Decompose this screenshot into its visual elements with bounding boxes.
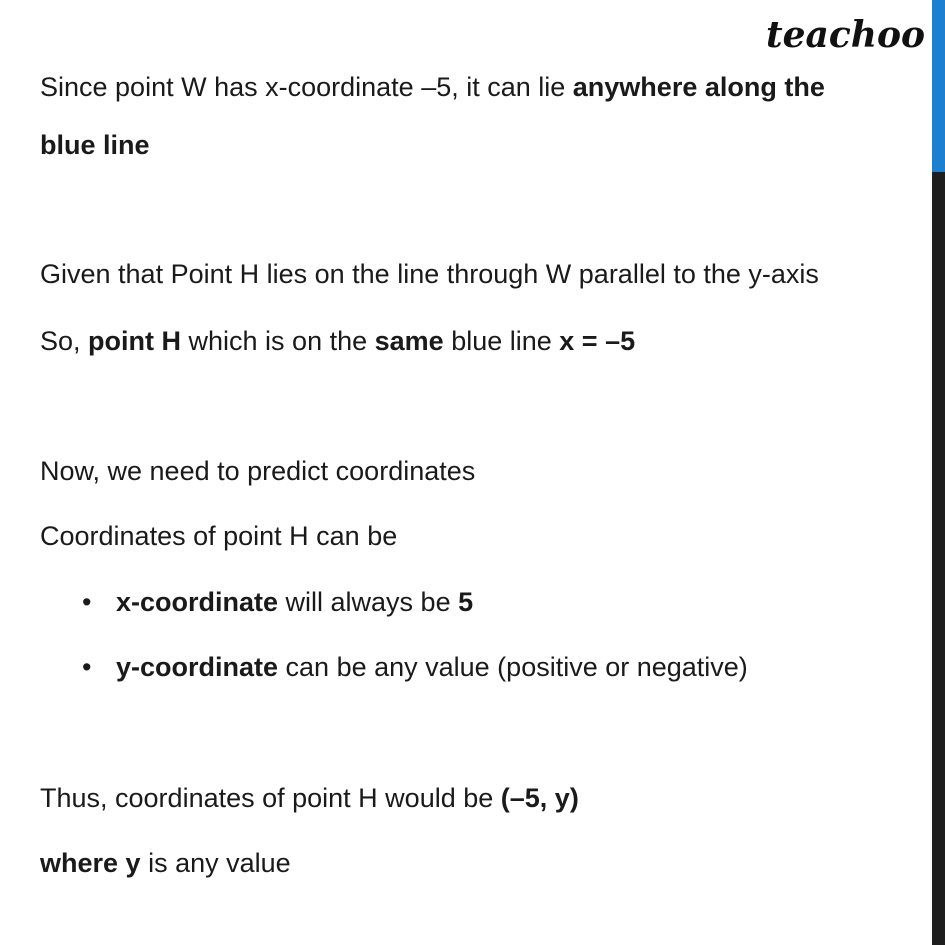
text-segment: Given that Point H lies on the line through W parallel to the y-axis — [40, 259, 819, 289]
text-line-1 — [40, 70, 825, 104]
text-segment: blue line — [443, 326, 560, 356]
text-line-5 — [40, 454, 475, 488]
bullet-item-2 — [82, 650, 748, 684]
text-segment: is any value — [140, 848, 291, 878]
text-bold: blue line — [40, 130, 150, 160]
text-segment: which is on the — [181, 326, 375, 356]
text-bold: point H — [88, 326, 182, 356]
text-segment: So, — [40, 326, 89, 356]
text-bold: (–5, y) — [500, 783, 579, 813]
text-segment: will always be — [278, 587, 459, 617]
text-line-6 — [40, 519, 397, 553]
text-line-4 — [40, 324, 635, 358]
text-bold: x-coordinate — [116, 587, 279, 617]
bullet-dot-icon: • — [82, 652, 92, 682]
text-bold: 5 — [458, 587, 474, 617]
text-bold: x = –5 — [559, 326, 636, 356]
text-segment: can be any value (positive or negative) — [278, 652, 748, 682]
text-bold: anywhere along the — [572, 72, 825, 102]
text-segment: Now, we need to predict coordinates — [40, 456, 476, 486]
text-line-8 — [40, 846, 291, 880]
bullet-item-1 — [82, 585, 473, 619]
text-segment: Since point W has x-coordinate –5, it can lie — [40, 72, 573, 102]
text-segment: Coordinates of point H can be — [40, 521, 398, 551]
bullet-dot-icon: • — [82, 587, 92, 617]
text-bold: y-coordinate — [116, 652, 279, 682]
text-bold: same — [374, 326, 444, 356]
text-segment: Thus, coordinates of point H would be — [40, 783, 501, 813]
text-bold: where y — [40, 848, 141, 878]
text-line-7 — [40, 781, 579, 815]
scrollbar-thumb[interactable] — [932, 0, 945, 172]
text-line-3 — [40, 257, 819, 291]
text-line-2 — [40, 128, 150, 162]
teachoo-logo: teachoo — [766, 14, 925, 56]
